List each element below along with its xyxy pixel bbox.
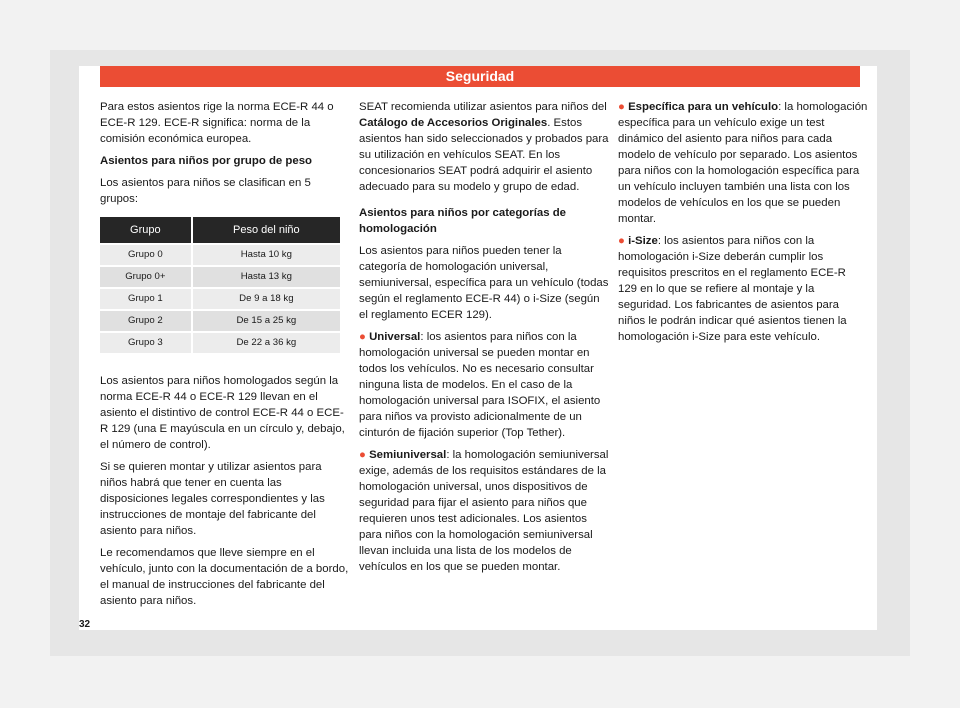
- recomendamos-paragraph: Le recomendamos que lleve siempre en el vehículo, junto con la documentación de a bordo, el manual de instrucciones del fabricante del asiento para niños.: [100, 547, 349, 607]
- bullet-universal: [359, 329, 609, 441]
- column-middle: [359, 99, 609, 581]
- table-cell: Grupo 0: [100, 245, 191, 267]
- intro-paragraph: Para estos asientos rige la norma ECE-R 44 o ECE-R 129. ECE-R significa: norma de la comisión económica europea.: [100, 101, 334, 145]
- semiuniversal-term: Semiuniversal: [369, 449, 447, 461]
- table-header-row: [100, 217, 340, 245]
- header-peso: Peso del niño: [193, 217, 340, 245]
- table-cell: Hasta 13 kg: [193, 267, 340, 289]
- page-number: 32: [79, 619, 91, 630]
- seat-text-b: . Estos asientos han sido seleccionados y probados para su utilización en vehículos SEAT. En los concesionarios SEAT podrá adquirir el asiento adecuado para su modelo y grupo de edad.: [359, 117, 609, 193]
- table-cell: Grupo 1: [100, 289, 191, 311]
- table-row: [100, 245, 340, 267]
- weight-groups-heading: Asientos para niños por grupo de peso: [100, 155, 313, 167]
- groups-intro: Los asientos para niños se clasifican en 5 grupos:: [100, 177, 311, 205]
- seat-recommendation-paragraph: [359, 99, 609, 195]
- isize-text: : los asientos para niños con la homologación i-Size deberán cumplir los requisitos prescritos en el reglamento ECE-R 129 en lo que se refiere al montaje y la seguridad. Los fabricantes de asientos para niños le podrán indicar qué asientos tienen la homologación i-Size para este vehículo.: [618, 235, 847, 343]
- table-cell: Grupo 0+: [100, 267, 191, 289]
- universal-term: Universal: [369, 331, 421, 343]
- table-row: [100, 311, 340, 333]
- table-row: [100, 333, 340, 355]
- table-cell: De 22 a 36 kg: [193, 333, 340, 355]
- bullet-icon: ●: [359, 331, 366, 343]
- bullet-icon: ●: [618, 235, 625, 247]
- column-right: [618, 99, 868, 351]
- bullet-especifica: [618, 99, 868, 227]
- homologation-categories-heading: Asientos para niños por categorías de homologación: [359, 207, 566, 235]
- table-row: [100, 289, 340, 311]
- table-cell: De 15 a 25 kg: [193, 311, 340, 333]
- catalog-term: Catálogo de Accesorios Originales: [359, 117, 548, 129]
- table-cell: Grupo 2: [100, 311, 191, 333]
- categorias-paragraph: Los asientos para niños pueden tener la categoría de homologación universal, semiuniversal, específica para un vehículo (todas según el reglamento ECE-R 44) o i-Size (según el reglamento ECER 129).: [359, 245, 609, 321]
- weight-groups-table: [98, 217, 342, 355]
- table-cell: Hasta 10 kg: [193, 245, 340, 267]
- especifica-term: Específica para un vehículo: [628, 101, 779, 113]
- table-cell: De 9 a 18 kg: [193, 289, 340, 311]
- bullet-isize: [618, 233, 868, 345]
- table-cell: Grupo 3: [100, 333, 191, 355]
- montar-paragraph: Si se quieren montar y utilizar asientos para niños habrá que tener en cuenta las disposiciones legales correspondientes y las instrucciones de montaje del fabricante del asiento para niños.: [100, 461, 325, 537]
- bullet-semiuniversal: [359, 447, 609, 575]
- especifica-text: : la homologación específica para un vehículo exige un test dinámico del asiento para niños para cada modelo de vehículo por separado. Los asientos para niños con la homologación específica para un vehículo incluyen también una lista con los modelos de vehículos en los que se pueden montar.: [618, 101, 868, 225]
- section-header: Seguridad: [100, 66, 860, 87]
- header-grupo: Grupo: [100, 217, 191, 245]
- semiuniversal-text: : la homologación semiuniversal exige, además de los requisitos estándares de la homologación universal, unos dispositivos de seguridad para fijar el asiento para niños que requieren unos test adicionales. Los asientos para niños con la homologación semiuniversal llevan incluida una lista de los modelos de vehículos en los que se pueden montar.: [359, 449, 609, 573]
- universal-text: : los asientos para niños con la homologación universal se pueden montar en todos los vehículos. No es necesario consultar ninguna lista de modelos. En el caso de la homologación universal para ISOFIX, el asiento para niños va provisto adicionalmente de un cinturón de fijación superior (Top Tether).: [359, 331, 601, 439]
- bullet-icon: ●: [618, 101, 625, 113]
- seat-text-a: SEAT recomienda utilizar asientos para niños del: [359, 101, 607, 113]
- table-row: [100, 267, 340, 289]
- bullet-icon: ●: [359, 449, 366, 461]
- column-left: [100, 99, 350, 615]
- isize-term: i-Size: [628, 235, 658, 247]
- homologados-paragraph: Los asientos para niños homologados según la norma ECE-R 44 o ECE-R 129 llevan en el asiento el distintivo de control ECE-R 44 o ECE-R 129 (una E mayúscula en un círculo y, debajo, el número de control).: [100, 375, 345, 451]
